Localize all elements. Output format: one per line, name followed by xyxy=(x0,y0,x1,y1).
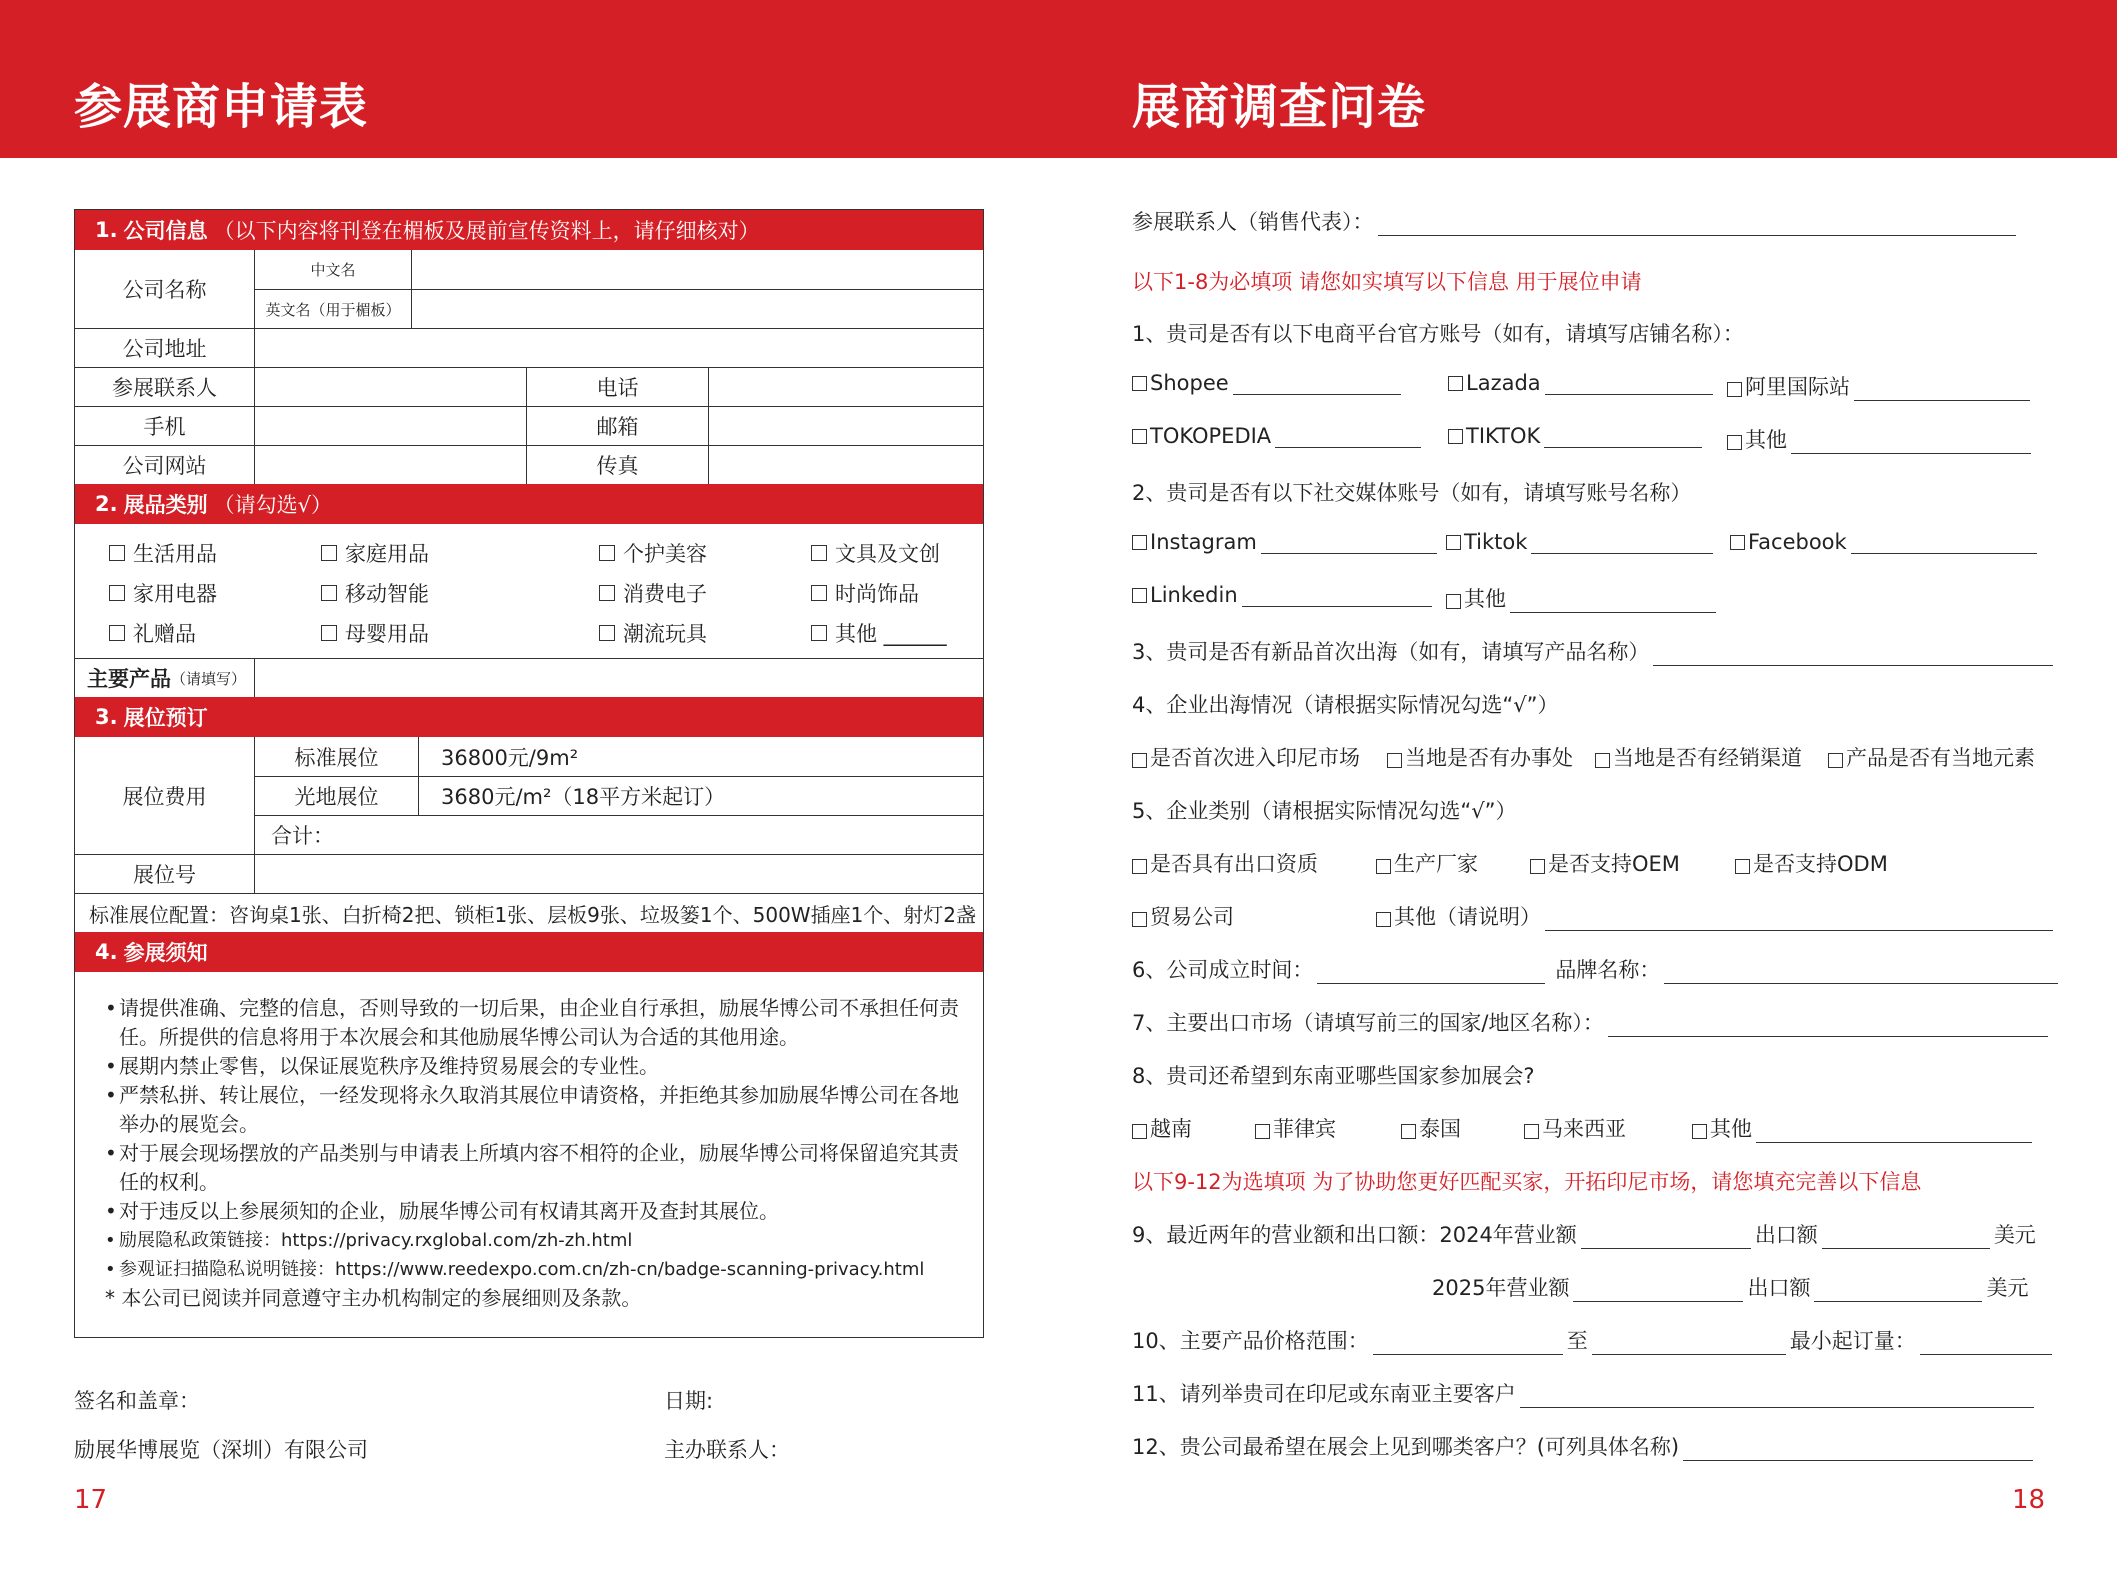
contact-line[interactable] xyxy=(1378,216,2016,236)
booth-fee-label: 展位费用 xyxy=(75,737,255,854)
q10-min-line[interactable] xyxy=(1373,1335,1563,1355)
q4-text: 4、企业出海情况（请根据实际情况勾选“√”） xyxy=(1132,693,1559,717)
category-checkbox[interactable] xyxy=(599,538,811,568)
category-checkbox[interactable] xyxy=(109,578,321,608)
page-title-left: 参展商申请表 xyxy=(74,68,368,137)
raw-space-price: 3680元/m²（18平方米起订） xyxy=(441,785,726,809)
category-checkbox[interactable] xyxy=(321,538,599,568)
q8-option[interactable]: 越南 xyxy=(1132,1113,1192,1143)
notice-item: • 励展隐私政策链接：https://privacy.rxglobal.com/zh-zh.html xyxy=(105,1226,963,1255)
phone-label: 电话 xyxy=(527,368,709,406)
q7-line[interactable] xyxy=(1608,1017,2048,1037)
category-checkbox[interactable] xyxy=(599,578,811,608)
checkbox-icon xyxy=(599,585,615,601)
category-label: 家用电器 xyxy=(133,582,217,606)
cn-name-field[interactable] xyxy=(412,250,983,289)
website-field[interactable] xyxy=(255,446,527,484)
required-note: 以下1-8为必填项 请您如实填写以下信息 用于展位申请 xyxy=(1132,270,1642,294)
category-label: 母婴用品 xyxy=(345,622,429,646)
q9-2025-text: 2025年营业额 出口额 美元 xyxy=(1432,1276,2029,1300)
checkbox-icon xyxy=(109,625,125,641)
exhibitor-application-form xyxy=(74,209,984,1338)
notice-item: • 对于展会现场摆放的产品类别与申请表上所填内容不相符的企业，励展华博公司将保留追究其责任的权利。 xyxy=(105,1139,963,1197)
category-checkbox[interactable] xyxy=(321,578,599,608)
notice-item: • 参观证扫描隐私说明链接：https://www.reedexpo.com.cn/zh-cn/badge-scanning-privacy.html xyxy=(105,1255,963,1284)
q12-text: 12、贵公司最希望在展会上见到哪类客户？(可列具体名称) xyxy=(1132,1431,2037,1461)
q4-option[interactable]: 是否首次进入印尼市场 xyxy=(1132,742,1360,772)
q6-brand-line[interactable] xyxy=(1664,964,2058,984)
q10-moq-line[interactable] xyxy=(1920,1335,2052,1355)
q1-option[interactable]: TIKTOK xyxy=(1448,424,1706,448)
mobile-label: 手机 xyxy=(75,407,255,445)
category-checkbox[interactable] xyxy=(599,618,811,648)
category-label: 文具及文创 xyxy=(835,542,940,566)
q2-option[interactable]: Instagram xyxy=(1132,530,1441,554)
category-label: 时尚饰品 xyxy=(835,582,919,606)
q3-line[interactable] xyxy=(1653,646,2053,666)
q8-option[interactable]: 泰国 xyxy=(1401,1113,1461,1143)
category-label: 移动智能 xyxy=(345,582,429,606)
q2-option[interactable]: 其他 xyxy=(1446,583,1720,613)
agree-statement: * 本公司已阅读并同意遵守主办机构制定的参展细则及条款。 xyxy=(105,1286,642,1310)
q6-text: 6、公司成立时间： 品牌名称： xyxy=(1132,954,2062,984)
q5-option[interactable]: 其他（请说明） xyxy=(1376,901,2057,931)
category-checkbox[interactable] xyxy=(109,538,321,568)
optional-note: 以下9-12为选填项 为了协助您更好匹配买家，开拓印尼市场，请您填充完善以下信息 xyxy=(1132,1170,1922,1194)
q8-option[interactable]: 其他 xyxy=(1692,1113,2036,1143)
category-label: 其他 ______ xyxy=(835,622,947,646)
booth-no-label: 展位号 xyxy=(75,855,255,893)
q5-option[interactable]: 是否具有出口资质 xyxy=(1132,848,1318,878)
q4-option[interactable]: 当地是否有经销渠道 xyxy=(1595,742,1802,772)
fax-label: 传真 xyxy=(527,446,709,484)
category-label: 个护美容 xyxy=(623,542,707,566)
contact-field[interactable] xyxy=(255,368,527,406)
booth-config: 标准展位配置：咨询桌1张、白折椅2把、锁柜1张、层板9张、垃圾篓1个、500W插座1个、射灯2盏 xyxy=(89,902,977,927)
q2-option[interactable]: Facebook xyxy=(1730,530,2041,554)
q5-option[interactable]: 生产厂家 xyxy=(1376,848,1478,878)
category-checkbox[interactable] xyxy=(811,538,981,568)
checkbox-icon xyxy=(109,585,125,601)
organizer-contact-label: 主办联系人： xyxy=(664,1438,790,1462)
notice-item: • 展期内禁止零售，以保证展览秩序及维持贸易展会的专业性。 xyxy=(105,1052,963,1081)
checkbox-icon xyxy=(321,585,337,601)
standard-booth-price: 36800元/9m² xyxy=(441,745,579,770)
category-checkbox[interactable] xyxy=(811,578,981,608)
category-label: 礼赠品 xyxy=(133,622,196,646)
section-notice: 4. 参展须知 xyxy=(75,932,983,972)
company-name: 励展华博展览（深圳）有限公司 xyxy=(74,1438,368,1462)
q1-option[interactable]: Shopee xyxy=(1132,371,1405,395)
page-title-right: 展商调查问卷 xyxy=(1132,68,1426,137)
category-grid xyxy=(75,524,983,658)
q1-option[interactable]: 阿里国际站 xyxy=(1727,371,2034,401)
notice-item: • 对于违反以上参展须知的企业，励展华博公司有权请其离开及查封其展位。 xyxy=(105,1197,963,1226)
address-label: 公司地址 xyxy=(75,329,255,367)
page-number-left: 17 xyxy=(74,1485,108,1515)
contact-label: 参展联系人 xyxy=(75,368,255,406)
q4-option[interactable]: 当地是否有办事处 xyxy=(1387,742,1573,772)
category-label: 消费电子 xyxy=(623,582,707,606)
q8-text: 8、贵司还希望到东南亚哪些国家参加展会? xyxy=(1132,1064,1535,1088)
q1-option[interactable]: TOKOPEDIA xyxy=(1132,424,1425,448)
booth-no-field[interactable] xyxy=(255,855,983,893)
email-label: 邮箱 xyxy=(527,407,709,445)
total-label: 合计： xyxy=(271,824,334,848)
checkbox-icon xyxy=(109,545,125,561)
address-field[interactable] xyxy=(255,329,983,367)
q1-option[interactable]: 其他 xyxy=(1727,424,2035,454)
q9-turnover-2025-line[interactable] xyxy=(1573,1282,1743,1302)
checkbox-icon xyxy=(811,625,827,641)
q8-option[interactable]: 菲律宾 xyxy=(1255,1113,1336,1143)
phone-field[interactable] xyxy=(709,368,983,406)
q5-option[interactable]: 是否支持OEM xyxy=(1530,848,1680,878)
q4-option[interactable]: 产品是否有当地元素 xyxy=(1828,742,2035,772)
q3-text: 3、贵司是否有新品首次出海（如有，请填写产品名称） xyxy=(1132,636,2057,666)
section-product-category: 2. 展品类别 （请勾选√） xyxy=(75,484,983,524)
q7-text: 7、主要出口市场（请填写前三的国家/地区名称）： xyxy=(1132,1007,2052,1037)
section-company-info: 1. 公司信息 （以下内容将刊登在楣板及展前宣传资料上，请仔细核对） xyxy=(75,210,983,250)
category-label: 生活用品 xyxy=(133,542,217,566)
company-name-label: 公司名称 xyxy=(75,250,255,328)
category-checkbox[interactable] xyxy=(811,618,981,648)
q9-export-2024-line[interactable] xyxy=(1822,1229,1990,1249)
checkbox-icon xyxy=(811,585,827,601)
checkbox-icon xyxy=(321,545,337,561)
q1-text: 1、贵司是否有以下电商平台官方账号（如有，请填写店铺名称）： xyxy=(1132,322,1744,346)
q5-option[interactable]: 贸易公司 xyxy=(1132,901,1234,931)
q9-turnover-2024-line[interactable] xyxy=(1581,1229,1751,1249)
q9-export-2025-line[interactable] xyxy=(1814,1282,1982,1302)
cn-name-label: 中文名 xyxy=(255,250,412,289)
q1-option[interactable]: Lazada xyxy=(1448,371,1717,395)
page-number-right: 18 xyxy=(2012,1485,2046,1515)
category-checkbox[interactable] xyxy=(109,618,321,648)
en-name-label: 英文名（用于楣板） xyxy=(255,290,412,328)
notice-list xyxy=(75,972,983,1337)
q5-text: 5、企业类别（请根据实际情况勾选“√”） xyxy=(1132,799,1517,823)
raw-space-label: 光地展位 xyxy=(255,777,419,815)
q11-line[interactable] xyxy=(1520,1388,2034,1408)
mobile-field[interactable] xyxy=(255,407,527,445)
contact-question: 参展联系人（销售代表）： xyxy=(1132,206,2020,236)
sign-label: 签名和盖章： xyxy=(74,1389,200,1413)
main-products-field[interactable] xyxy=(255,659,983,697)
checkbox-icon xyxy=(599,545,615,561)
fax-field[interactable] xyxy=(709,446,983,484)
en-name-field[interactable] xyxy=(412,290,983,328)
date-label: 日期: xyxy=(664,1389,714,1413)
category-label: 家庭用品 xyxy=(345,542,429,566)
category-checkbox[interactable] xyxy=(321,618,599,648)
q11-text: 11、请列举贵司在印尼或东南亚主要客户 xyxy=(1132,1378,2038,1408)
q10-text: 10、主要产品价格范围： 至 最小起订量： xyxy=(1132,1325,2056,1355)
q12-line[interactable] xyxy=(1683,1441,2033,1461)
section-booth-booking: 3. 展位预订 xyxy=(75,697,983,737)
category-label: 潮流玩具 xyxy=(623,622,707,646)
website-label: 公司网站 xyxy=(75,446,255,484)
main-products-label: 主要产品 （请填写） xyxy=(75,659,255,697)
q2-option[interactable]: Linkedin xyxy=(1132,583,1436,607)
q2-option[interactable]: Tiktok xyxy=(1446,530,1717,554)
notice-item: • 请提供准确、完整的信息，否则导致的一切后果，由企业自行承担，励展华博公司不承担任何责任。所提供的信息将用于本次展会和其他励展华博公司认为合适的其他用途。 xyxy=(105,994,963,1052)
q5-option[interactable]: 是否支持ODM xyxy=(1735,848,1888,878)
notice-item: • 严禁私拼、转让展位，一经发现将永久取消其展位申请资格，并拒绝其参加励展华博公司在各地举办的展览会。 xyxy=(105,1081,963,1139)
email-field[interactable] xyxy=(709,407,983,445)
checkbox-icon xyxy=(599,625,615,641)
checkbox-icon xyxy=(811,545,827,561)
q10-max-line[interactable] xyxy=(1592,1335,1786,1355)
q6-date-line[interactable] xyxy=(1317,964,1545,984)
q9-text: 9、最近两年的营业额和出口额：2024年营业额 出口额 美元 xyxy=(1132,1223,2036,1247)
q8-option[interactable]: 马来西亚 xyxy=(1524,1113,1626,1143)
checkbox-icon xyxy=(321,625,337,641)
q2-text: 2、贵司是否有以下社交媒体账号（如有，请填写账号名称） xyxy=(1132,481,1692,505)
standard-booth-label: 标准展位 xyxy=(255,737,419,776)
